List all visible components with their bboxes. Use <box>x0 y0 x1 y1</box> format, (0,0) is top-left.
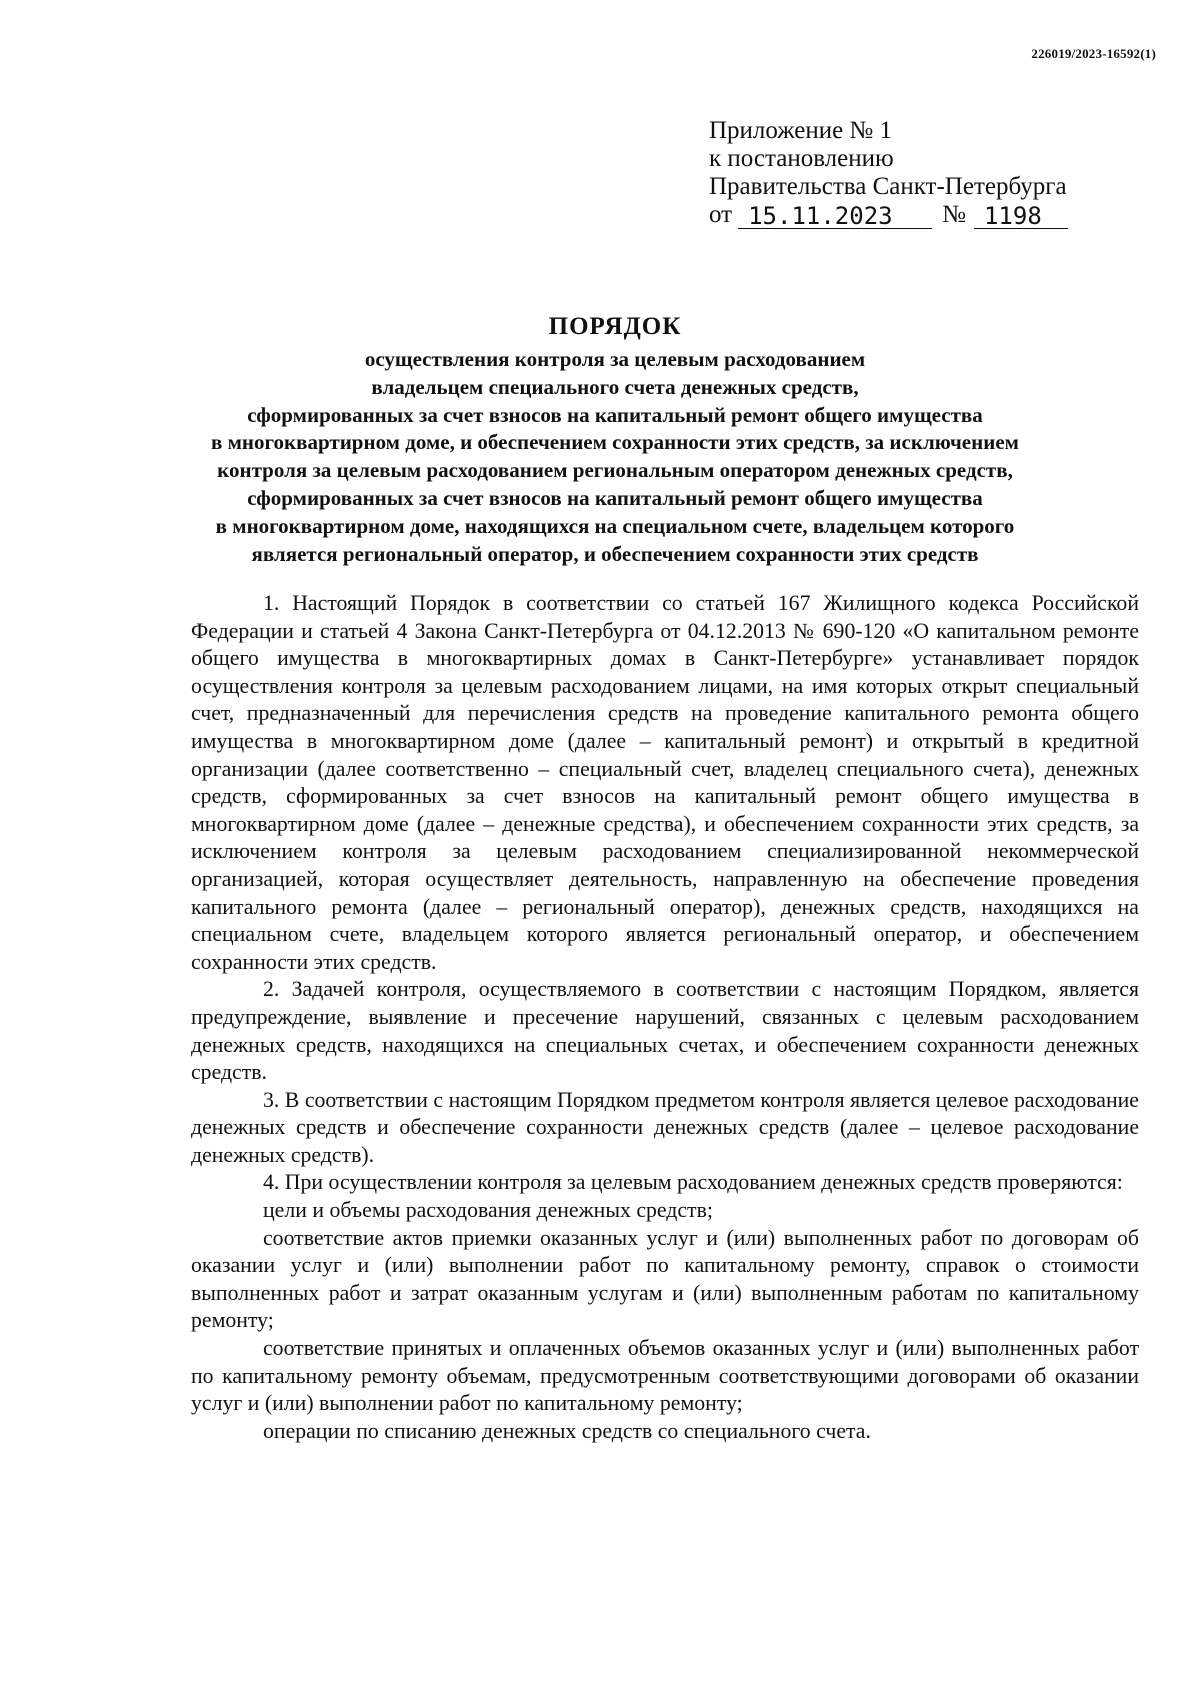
appendix-to-resolution: к постановлению <box>709 145 894 172</box>
document-title-block <box>170 312 1060 568</box>
resolution-date: 15.11.2023 <box>738 204 932 229</box>
check-item: цели и объемы расходования денежных средств; <box>263 1198 713 1223</box>
subtitle-line: сформированных за счет взносов на капитальный ремонт общего имущества <box>247 485 983 510</box>
check-item: операции по списанию денежных средств со специального счета. <box>263 1418 871 1443</box>
subtitle-line: является региональный оператор, и обеспечением сохранности этих средств <box>251 541 979 566</box>
appendix-date-line <box>709 201 1169 229</box>
appendix-government: Правительства Санкт-Петербурга <box>709 173 1067 200</box>
check-item: соответствие актов приемки оказанных услуг и (или) выполненных работ по договорам об оказании услуг и (или) выполнении работ по капитальному ремонту, справок о стоимости выполненных работ и затрат оказанным услугам и (или) выполненным работам по капитальному ремонту; <box>191 1225 1139 1333</box>
appendix-block <box>709 117 1169 229</box>
subtitle-line: в многоквартирном доме, находящихся на специальном счете, владельцем которого <box>215 513 1015 538</box>
document-body <box>191 590 1139 1445</box>
subtitle-line: в многоквартирном доме, и обеспечением сохранности этих средств, за исключением <box>211 430 1019 455</box>
subtitle-line: владельцем специального счета денежных средств, <box>371 374 859 399</box>
number-label: № <box>942 201 966 228</box>
appendix-title: Приложение № 1 <box>709 117 893 144</box>
paragraph-1: 1. Настоящий Порядок в соответствии со статьей 167 Жилищного кодекса Российской Федерации и статьей 4 Закона Санкт-Петербурга от 04.12.2013 № 690-120 «О капитальном ремонте общего имущества в многоквартирных домах в Санкт-Петербурге» устанавливает порядок осуществления контроля за целевым расходованием лицами, на имя которых открыт специальный счет, предназначенный для перечисления средств на проведение капитального ремонта общего имущества в многоквартирном доме (далее – капитальный ремонт) и открытый в кредитной организации (далее соответственно – специальный счет, владелец специального счета), денежных средств, сформированных за счет взносов на капитальный ремонт общего имущества в многоквартирном доме (далее – денежные средства), и обеспечением сохранности этих средств, за исключением контроля за целевым расходованием специализированной некоммерческой организацией, которая осуществляет деятельность, направленную на обеспечение проведения капитального ремонта (далее – региональный оператор), денежных средств, находящихся на специальном счете, владельцем которого является региональный оператор, и обеспечением сохранности этих средств. <box>191 591 1139 974</box>
resolution-number: 1198 <box>974 204 1068 229</box>
subtitle-line: сформированных за счет взносов на капитальный ремонт общего имущества <box>247 402 983 427</box>
paragraph-3: 3. В соответствии с настоящим Порядком предметом контроля является целевое расходование денежных средств и обеспечение сохранности денежных средств (далее – целевое расходование денежных средств). <box>191 1087 1139 1167</box>
paragraph-4: 4. При осуществлении контроля за целевым расходованием денежных средств проверяются: <box>263 1170 1123 1195</box>
document-title: ПОРЯДОК <box>548 313 682 340</box>
check-item: соответствие принятых и оплаченных объемов оказанных услуг и (или) выполненных работ по капитальному ремонту объемам, предусмотренным соответствующими договорами об оказании услуг и (или) выполнении работ по капитальному ремонту; <box>191 1336 1139 1416</box>
document-subtitle <box>170 346 1060 568</box>
subtitle-line: осуществления контроля за целевым расходованием <box>364 347 866 371</box>
from-label: от <box>709 201 733 228</box>
paragraph-2: 2. Задачей контроля, осуществляемого в соответствии с настоящим Порядком, является предупреждение, выявление и пресечение нарушений, связанных с целевым расходованием денежных средств, находящихся на специальных счетах, и обеспечением сохранности денежных средств. <box>191 977 1139 1085</box>
subtitle-line: контроля за целевым расходованием региональным оператором денежных средств, <box>217 458 1013 483</box>
document-registration-number: 226019/2023-16592(1) <box>1031 46 1156 61</box>
